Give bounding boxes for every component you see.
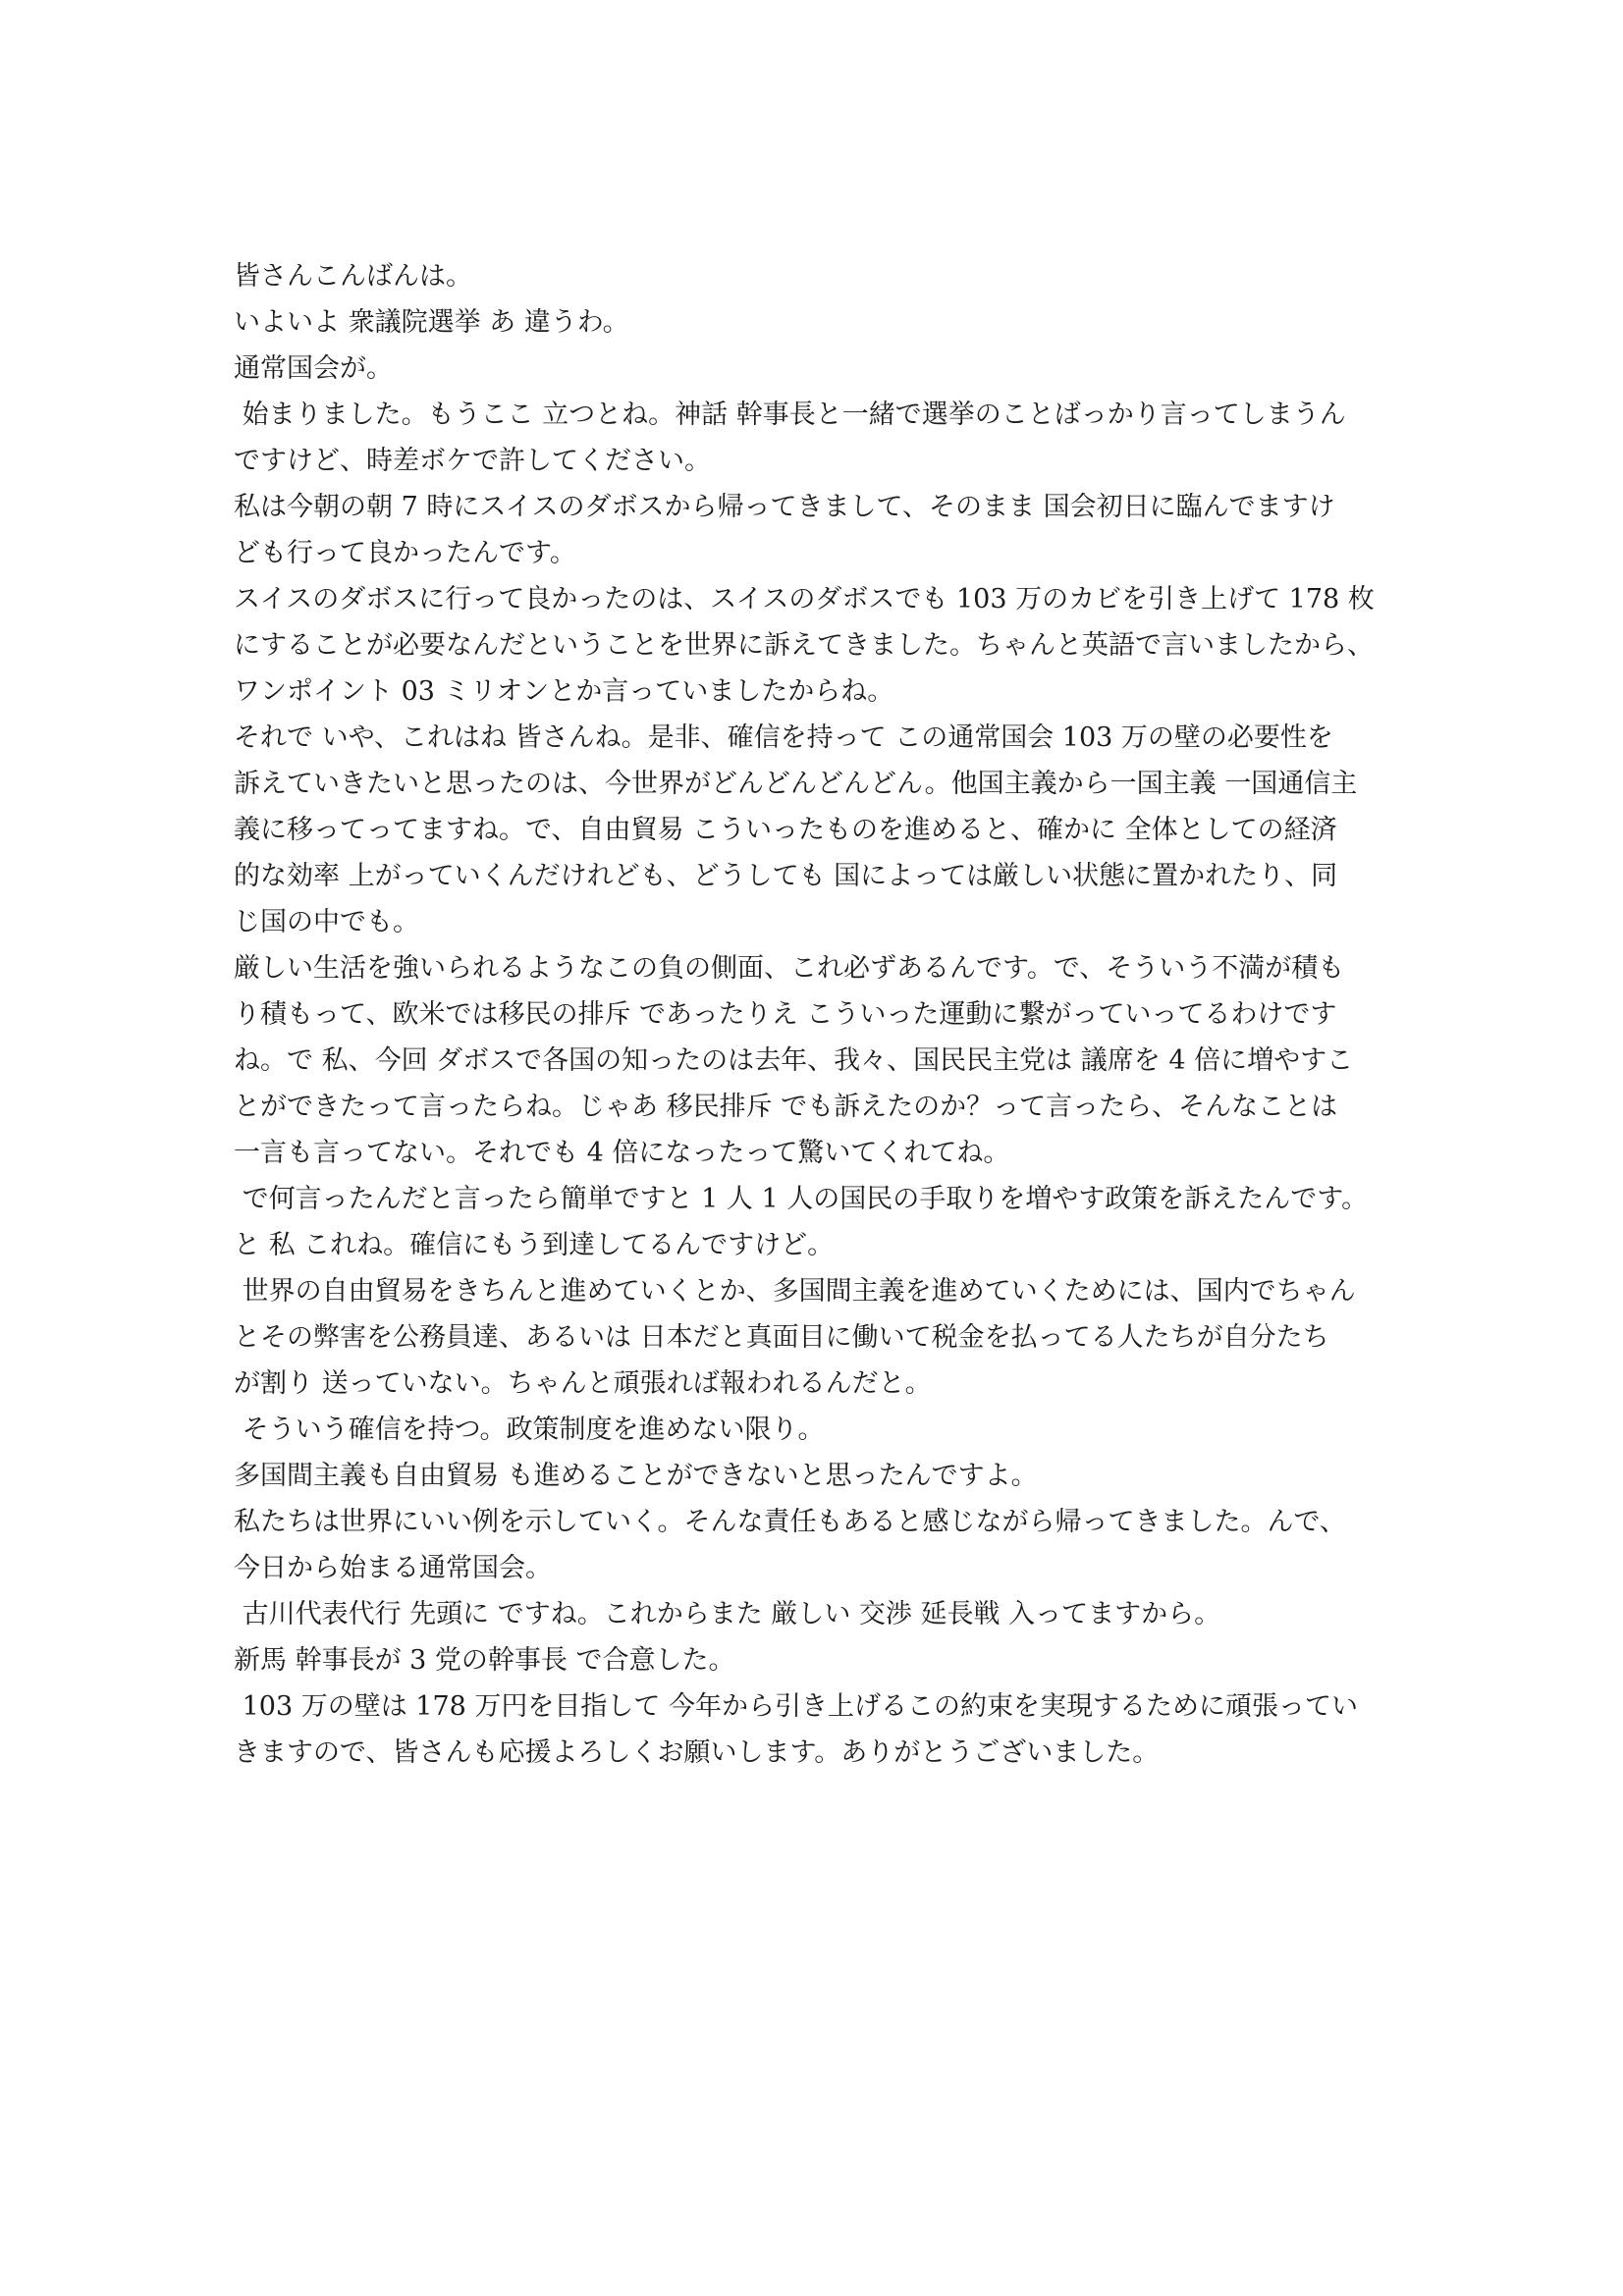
text-line: ね。で 私、今回 ダボスで各国の知ったのは去年、我々、国民民主党は 議席を 4 倍に増やすこ [234, 1045, 1354, 1076]
text-line: 義に移ってってますね。で、自由貿易 こういったものを進めると、確かに 全体としての経済 [234, 815, 1337, 845]
text-line: り積もって、欧米では移民の排斥 であったりえ こういった運動に繋がっていってるわけです [234, 999, 1337, 1030]
text-line: 103 万の壁は 178 万円を目指して 今年から引き上げるこの約束を実現するために頑張ってい [234, 1691, 1358, 1722]
text-line: 訴えていきたいと思ったのは、今世界がどんどんどんどん。他国主義から一国主義 一国通信主 [234, 769, 1358, 799]
text-line: にすることが必要なんだということを世界に訴えてきました。ちゃんと英語で言いましたから、 [234, 630, 1374, 661]
text-line: スイスのダボスに行って良かったのは、スイスのダボスでも 103 万のカビを引き上げて 178 枚 [234, 584, 1375, 614]
text-line: 皆さんこんばんは。 [234, 261, 472, 292]
text-line: 多国間主義も自由貿易 も進めることができないと思ったんですよ。 [234, 1461, 1038, 1491]
text-line: とその弊害を公務員達、あるいは 日本だと真面目に働いて税金を払ってる人たちが自分たち [234, 1322, 1329, 1353]
speech-transcript [234, 253, 1412, 1776]
text-line: 一言も言ってない。それでも 4 倍になったって驚いてくれてね。 [234, 1138, 1010, 1168]
text-line: 厳しい生活を強いられるようなこの負の側面、これ必ずあるんです。で、そういう不満が積も [234, 953, 1345, 984]
text-line: と 私 これね。確信にもう到達してるんですけど。 [234, 1230, 835, 1260]
text-line: 私たちは世界にいい例を示していく。そんな責任もあると感じながら帰ってきました。んで、 [234, 1507, 1346, 1537]
text-line: それで いや、これはね 皆さんね。是非、確信を持って この通常国会 103 万の壁の必要性を [234, 722, 1333, 753]
text-line: とができたって言ったらね。じゃあ 移民排斥 でも訴えたのか？って言ったら、そんなことは [234, 1092, 1338, 1122]
text-line: いよいよ 衆議院選挙 あ 違うわ。 [234, 307, 629, 338]
text-line: 世界の自由貿易をきちんと進めていくとか、多国間主義を進めていくためには、国内でちゃん [234, 1276, 1356, 1307]
text-line: 始まりました。もうここ 立つとね。神話 幹事長と一緒で選挙のことばっかり言ってしまうん [234, 400, 1346, 430]
text-line: 的な効率 上がっていくんだけれども、どうしても 国によっては厳しい状態に置かれたり、同 [234, 861, 1338, 891]
text-line: ども行って良かったんです。 [234, 538, 576, 568]
text-line: 今日から始まる通常国会。 [234, 1553, 552, 1583]
text-line: ですけど、時差ボケで許してください。 [234, 446, 711, 476]
text-line: じ国の中でも。 [234, 907, 419, 937]
text-line: 私は今朝の朝 7 時にスイスのダボスから帰ってきまして、そのまま 国会初日に臨んでますけ [234, 492, 1335, 522]
text-line: が割り 送っていない。ちゃんと頑張れば報われるんだと。 [234, 1368, 932, 1399]
text-line: 古川代表代行 先頭に ですね。これからまた 厳しい 交渉 延長戦 入ってますから。 [234, 1599, 1221, 1629]
text-line: きますので、皆さんも応援よろしくお願いします。ありがとうございました。 [234, 1737, 1160, 1768]
text-line: そういう確信を持つ。政策制度を進めない限り。 [234, 1415, 825, 1445]
text-line: 新馬 幹事長が 3 党の幹事長 で合意した。 [234, 1645, 735, 1676]
text-line: で何言ったんだと言ったら簡単ですと 1 人 1 人の国民の手取りを増やす政策を訴えたんです。 [234, 1184, 1369, 1214]
text-line: 通常国会が。 [234, 353, 393, 384]
text-line: ワンポイント 03 ミリオンとか言っていましたからね。 [234, 676, 894, 707]
